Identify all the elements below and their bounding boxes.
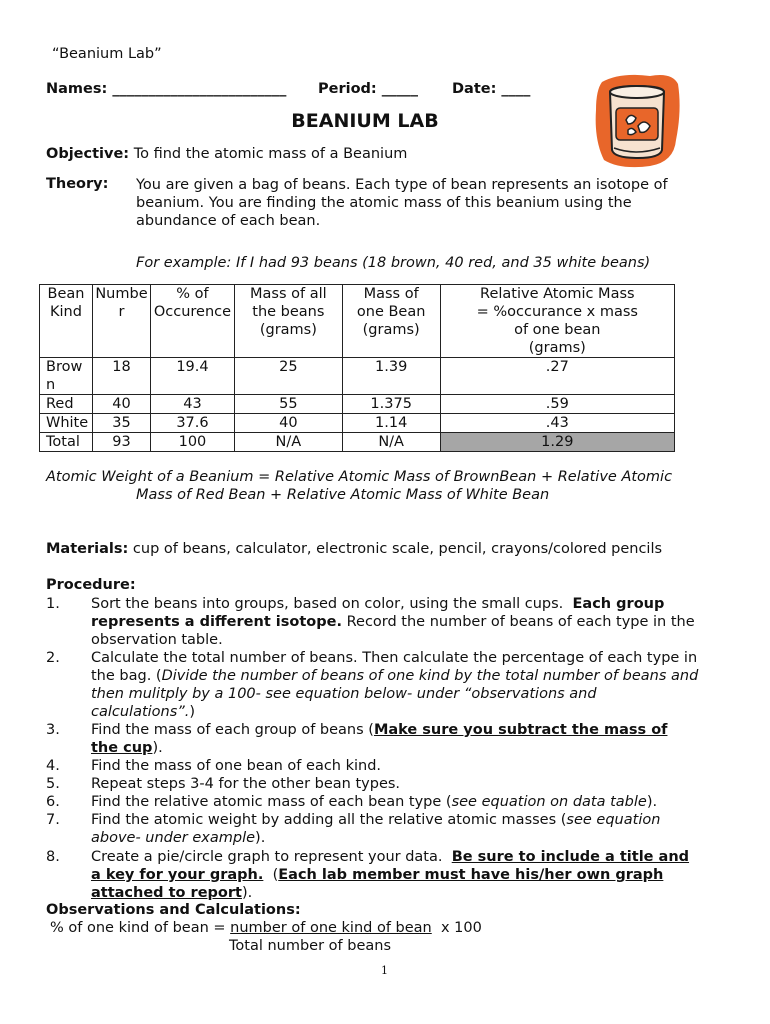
procedure-step-3 [46, 721, 736, 757]
equation-prefix: % of one kind of bean = [50, 920, 231, 936]
step-text: ). [646, 794, 658, 810]
table-cell: 100 [150, 433, 234, 452]
step-text: Create a pie/circle graph to represent your data. [91, 849, 443, 865]
atomic-weight-line1: Atomic Weight of a Beanium = Relative Atomic Mass of BrownBean + Relative Atomic [46, 469, 673, 485]
procedure-step-5 [46, 775, 736, 793]
table-cell: 37.6 [150, 414, 234, 433]
header-text: of one bean [514, 322, 601, 338]
equation-denominator: Total number of beans [229, 938, 392, 954]
header-bean-kind [40, 285, 93, 358]
page-title: BEANIUM LAB [291, 110, 439, 132]
header-text: Numbe [95, 286, 148, 302]
header-percent [150, 285, 234, 358]
step-italic: see equation on data table [451, 794, 647, 810]
step-text: the bag. ( [91, 668, 162, 684]
step-number: 6. [46, 794, 60, 810]
table-cell: 19.4 [150, 358, 234, 395]
step-number: 8. [46, 849, 60, 865]
step-text: Find the relative atomic mass of each bean type ( [91, 794, 452, 810]
step-emphasis: Make sure you subtract the mass of [373, 722, 668, 738]
date-field: Date: ____ [452, 81, 531, 97]
header-text: one Bean [356, 304, 426, 320]
header-text: (grams) [259, 322, 317, 338]
table-cell: .59 [440, 395, 674, 414]
step-number: 2. [46, 650, 60, 666]
materials-text: cup of beans, calculator, electronic scale, pencil, crayons/colored pencils [132, 541, 663, 557]
header-text: (grams) [362, 322, 420, 338]
theory-line: abundance of each bean. [136, 213, 321, 229]
table-row [40, 395, 675, 414]
step-text: observation table. [91, 632, 223, 648]
table-cell: White [40, 414, 93, 433]
table-cell: .27 [440, 358, 674, 395]
table-cell: 55 [234, 395, 342, 414]
theory-line: beanium. You are finding the atomic mass of this beanium using the [136, 195, 632, 211]
table-header-row [40, 285, 675, 358]
step-text: Find the atomic weight by adding all the relative atomic masses ( [91, 812, 567, 828]
equation-suffix: x 100 [440, 920, 482, 936]
table-cell: 1.14 [342, 414, 440, 433]
step-italic: above- under example [91, 830, 256, 846]
header-text: r [118, 304, 125, 320]
table-cell: Red [40, 395, 93, 414]
step-number: 3. [46, 722, 60, 738]
header-text: (grams) [528, 340, 586, 356]
header-relative-mass [440, 285, 674, 358]
step-emphasis: Each lab member must have his/her own graph [278, 867, 664, 883]
table-cell: 25 [234, 358, 342, 395]
theory-label: Theory: [46, 176, 109, 192]
materials [46, 541, 662, 557]
procedure-step-7 [46, 811, 736, 847]
atomic-weight-line2: Mass of Red Bean + Relative Atomic Mass of White Bean [136, 487, 550, 503]
table-cell: N/A [234, 433, 342, 452]
step-emphasis: Each group [572, 596, 665, 612]
header-text: Occurence [153, 304, 232, 320]
period-field: Period: _____ [318, 81, 419, 97]
header-text: Relative Atomic Mass [480, 286, 635, 302]
step-text: Sort the beans into groups, based on color, using the small cups. [91, 596, 564, 612]
table-cell: .43 [440, 414, 674, 433]
data-table [39, 284, 675, 452]
step-text: Repeat steps 3-4 for the other bean types. [91, 776, 401, 792]
step-emphasis: the cup [91, 740, 153, 756]
table-cell: Total [40, 433, 93, 452]
step-text: ) [189, 704, 196, 720]
step-emphasis: attached to report [91, 885, 242, 901]
table-cell: 93 [92, 433, 150, 452]
table-cell: Brow n [40, 358, 93, 395]
step-italic: calculations”. [91, 704, 190, 720]
table-cell: 40 [92, 395, 150, 414]
table-cell: N/A [342, 433, 440, 452]
step-text: Find the mass of one bean of each kind. [91, 758, 382, 774]
step-text: Calculate the total number of beans. Then calculate the percentage of each type in [91, 650, 698, 666]
step-text: ). [255, 830, 266, 846]
table-cell: 1.375 [342, 395, 440, 414]
header-mass-one [342, 285, 440, 358]
header-number [92, 285, 150, 358]
header-text: Bean [47, 286, 85, 302]
header-mass-all [234, 285, 342, 358]
header-text: Mass of [363, 286, 419, 302]
theory-example: For example: If I had 93 beans (18 brown, 40 red, and 35 white beans) [136, 255, 651, 271]
page-number: 1 [381, 964, 388, 977]
table-cell: 35 [92, 414, 150, 433]
procedure-step-2 [46, 649, 736, 721]
table-row [40, 358, 675, 395]
step-italic: Divide the number of beans of one kind by the total number of beans and [161, 668, 699, 684]
observations-label: Observations and Calculations: [46, 902, 301, 918]
table-cell: 18 [92, 358, 150, 395]
table-row [40, 433, 675, 452]
step-italic: see equation [566, 812, 661, 828]
header-text: the beans [252, 304, 325, 320]
table-cell: 1.39 [342, 358, 440, 395]
header-text: = %occurance x mass [476, 304, 638, 320]
step-text: Record the number of beans of each type in the [346, 614, 695, 630]
procedure-step-4 [46, 757, 736, 775]
procedure-step-1 [46, 595, 736, 649]
step-emphasis: Be sure to include a title and [451, 849, 690, 865]
objective-label: Objective: [46, 146, 130, 162]
step-italic: then mulitply by a 100- see equation below- under “observations and [91, 686, 597, 702]
step-text: ( [272, 867, 279, 883]
materials-label: Materials: [46, 541, 129, 557]
table-cell: 43 [150, 395, 234, 414]
equation-numerator: number of one kind of bean [230, 920, 432, 936]
step-text: ). [241, 885, 253, 901]
step-number: 5. [46, 776, 60, 792]
step-number: 4. [46, 758, 60, 774]
document-subtitle: “Beanium Lab” [52, 46, 162, 62]
step-text: Find the mass of each group of beans ( [91, 722, 374, 738]
procedure-label: Procedure: [46, 577, 136, 593]
objective-text: To find the atomic mass of a Beanium [133, 146, 408, 162]
theory-text [136, 176, 736, 230]
header-text: Mass of all [250, 286, 327, 302]
names-field: Names: ________________________ [46, 81, 287, 97]
table-row [40, 414, 675, 433]
step-number: 1. [46, 596, 60, 612]
table-cell-total: 1.29 [440, 433, 674, 452]
procedure-step-6 [46, 793, 736, 811]
step-number: 7. [46, 812, 60, 828]
objective [46, 146, 407, 162]
theory-line: You are given a bag of beans. Each type of bean represents an isotope of [136, 177, 668, 193]
procedure-step-8 [46, 848, 736, 902]
table-cell: 40 [234, 414, 342, 433]
header-text: % of [176, 286, 209, 302]
step-emphasis: represents a different isotope. [91, 614, 342, 630]
percent-equation [50, 920, 482, 936]
header-text: Kind [50, 304, 82, 320]
step-text: ). [152, 740, 163, 756]
step-emphasis: a key for your graph. [91, 867, 264, 883]
